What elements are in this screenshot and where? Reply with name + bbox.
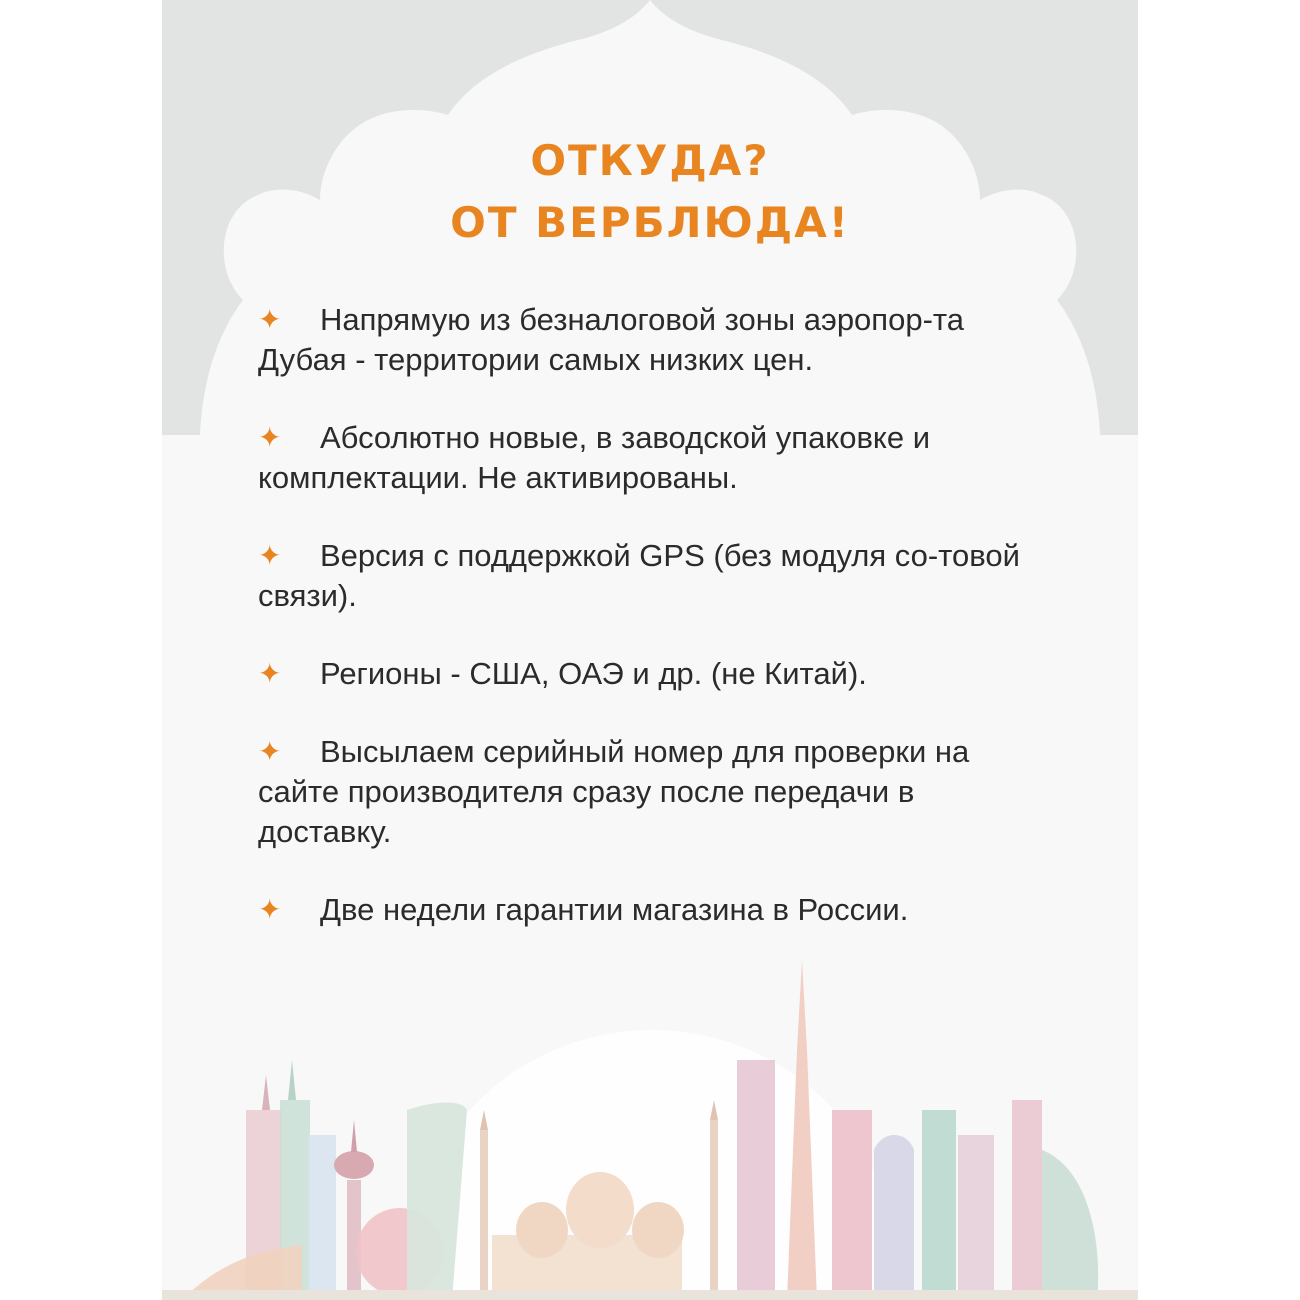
title-line-2: ОТ ВЕРБЛЮДА!	[450, 198, 850, 247]
rounded-tower	[874, 1135, 914, 1300]
feature-text: Высылаем серийный номер для проверки на сайте производителя сразу после передачи в доставку.	[258, 734, 970, 849]
feature-text: Напрямую из безналоговой зоны аэропор-та Дубая - территории самых низких цен.	[258, 302, 964, 377]
feature-text: Абсолютно новые, в заводской упаковке и комплектации. Не активированы.	[258, 420, 931, 495]
feature-text: Регионы - США, ОАЭ и др. (не Китай).	[320, 656, 867, 691]
minaret	[480, 1130, 488, 1300]
feature-text: Версия с поддержкой GPS (без модуля со-товой связи).	[258, 538, 1020, 613]
skyline-ground	[162, 1290, 1138, 1300]
mosque-dome	[516, 1202, 568, 1258]
list-item	[258, 732, 1038, 852]
tower	[737, 1060, 775, 1300]
list-item	[258, 418, 1038, 498]
feature-text: Две недели гарантии магазина в России.	[320, 892, 909, 927]
star-icon: ✦	[258, 658, 282, 689]
tower	[1012, 1100, 1042, 1300]
tower	[922, 1110, 956, 1300]
city-skyline-illustration	[162, 960, 1138, 1300]
info-card	[162, 0, 1138, 1300]
minaret	[710, 1120, 718, 1300]
tower	[958, 1135, 994, 1300]
mosque-dome	[566, 1172, 634, 1248]
list-item	[258, 536, 1038, 616]
tower	[832, 1110, 872, 1300]
list-item	[258, 890, 1038, 930]
star-icon: ✦	[258, 304, 282, 335]
tower-spire	[262, 1075, 270, 1110]
tower	[308, 1135, 336, 1300]
feature-list	[258, 300, 1038, 968]
mosque-dome	[632, 1202, 684, 1258]
burj-al-arab	[1042, 1150, 1098, 1300]
observation-spire	[351, 1120, 357, 1152]
page-title	[162, 130, 1138, 254]
list-item	[258, 300, 1038, 380]
star-icon: ✦	[258, 736, 282, 767]
star-icon: ✦	[258, 894, 282, 925]
title-line-1: ОТКУДА?	[530, 136, 770, 185]
star-icon: ✦	[258, 540, 282, 571]
tower-spire	[288, 1060, 296, 1100]
observation-deck	[334, 1151, 374, 1179]
star-icon: ✦	[258, 422, 282, 453]
list-item	[258, 654, 1038, 694]
